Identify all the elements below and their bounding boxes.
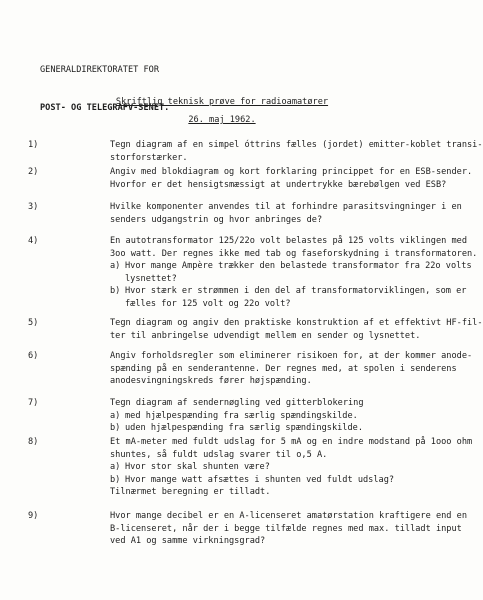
question-line: spænding på en senderantenne. Der regnes med, at spolen i senderens — [110, 363, 457, 374]
sub-question — [110, 422, 364, 435]
question-number: 5) — [28, 318, 39, 328]
sub-question-line: lysnettet? — [125, 273, 177, 284]
question-text — [110, 397, 364, 435]
question-line: Angiv med blokdiagram og kort forklaring princippet for en ESB-sender. — [110, 167, 473, 177]
sub-question-label: a) — [110, 410, 121, 421]
question-text — [110, 436, 472, 499]
question-number: 2) — [28, 167, 39, 177]
sub-question — [110, 260, 477, 285]
sub-question-line: Hvor stærk er strømmen i den del af transformatorviklingen, som er — [125, 286, 467, 297]
sub-question — [110, 474, 472, 487]
question-line: Angiv forholdsregler som eliminerer risikoen for, at der kommer anode- — [110, 351, 473, 361]
sub-question — [110, 285, 477, 310]
question-line: 3oo watt. Der regnes ikke med tab og faseforskydning i transformatoren. — [110, 248, 478, 259]
sub-question-label: a) — [110, 462, 121, 473]
letterhead-line-1: GENERALDIREKTORATET FOR — [40, 65, 159, 76]
question-line: storforstærker. — [110, 152, 188, 163]
question-line: senders udgangstrin og hvor anbringes de? — [110, 214, 323, 225]
sub-question-line: Hvor mange watt afsættes i shunten ved fuldt udslag? — [125, 474, 395, 485]
sub-question-line: fælles for 125 volt og 22o volt? — [125, 298, 291, 309]
question-line: shuntes, så fuldt udslag svarer til o,5 A. — [110, 449, 328, 460]
question-line: Hvorfor er det hensigtsmæssigt at undertrykke bærebølgen ved ESB? — [110, 179, 447, 190]
question-line: Hvor mange decibel er en A-licenseret amatørstation kraftigere end en — [110, 511, 467, 521]
question-number: 1) — [28, 140, 39, 150]
sub-question-label: b) — [110, 474, 121, 485]
exam-title: Skriftlig teknisk prøve for radioamatører — [115, 97, 329, 107]
question-line: Tegn diagram af en simpel óttrins fælles (jordet) emitter-koblet transi- — [110, 140, 483, 150]
sub-question-line: Hvor mange Ampère trækker den belastede transformator fra 22o volts — [125, 261, 472, 272]
question-line: Et mA-meter med fuldt udslag for 5 mA og en indre modstand på 1ooo ohm — [110, 437, 473, 447]
question-text — [110, 166, 472, 191]
question-number: 7) — [28, 398, 39, 408]
exam-date: 26. maj 1962. — [188, 115, 256, 125]
question-line: Tegn diagram af sendernøgling ved gitterblokering — [110, 398, 364, 408]
sub-question — [110, 410, 364, 423]
sub-question-line: uden hjælpespænding fra særlig spændingskilde. — [125, 423, 363, 434]
question-text — [110, 317, 483, 342]
sub-question-line: med hjælpespænding fra særlig spændingskilde. — [125, 410, 358, 421]
sub-question-label: b) — [110, 286, 121, 297]
question-line: ter til anbringelse udvendigt mellem en sender og lysnettet. — [110, 330, 421, 341]
question-line: ved A1 og samme virkningsgrad? — [110, 536, 266, 547]
question-number: 9) — [28, 511, 39, 521]
sub-question-label: a) — [110, 261, 121, 272]
question-text — [110, 201, 462, 226]
question-text — [110, 235, 477, 311]
question-line: B-licenseret, når der i begge tilfælde regnes med max. tilladt input — [110, 523, 462, 534]
letterhead-line-2: POST- OG TELEGRAFV-SENET. — [40, 102, 170, 113]
sub-question — [110, 461, 472, 474]
question-text — [110, 350, 472, 388]
question-line: En autotransformator 125/22o volt belastes på 125 volts viklingen med — [110, 236, 467, 246]
question-number: 4) — [28, 236, 39, 246]
question-text — [110, 139, 483, 164]
question-line: anodesvingningskreds fører højspænding. — [110, 376, 312, 387]
question-number: 8) — [28, 437, 39, 447]
question-number: 3) — [28, 202, 39, 212]
sub-question-label: b) — [110, 423, 121, 434]
question-line: Tegn diagram og angiv den praktiske konstruktion af et effektivt HF-fil- — [110, 318, 483, 328]
question-line: Hvilke komponenter anvendes til at forhindre parasitsvingninger i en — [110, 202, 462, 212]
question-text — [110, 510, 467, 548]
question-number: 6) — [28, 351, 39, 361]
question-note: Tilnærmet beregning er tilladt. — [110, 487, 271, 498]
sub-question-line: Hvor stor skal shunten være? — [125, 462, 270, 473]
